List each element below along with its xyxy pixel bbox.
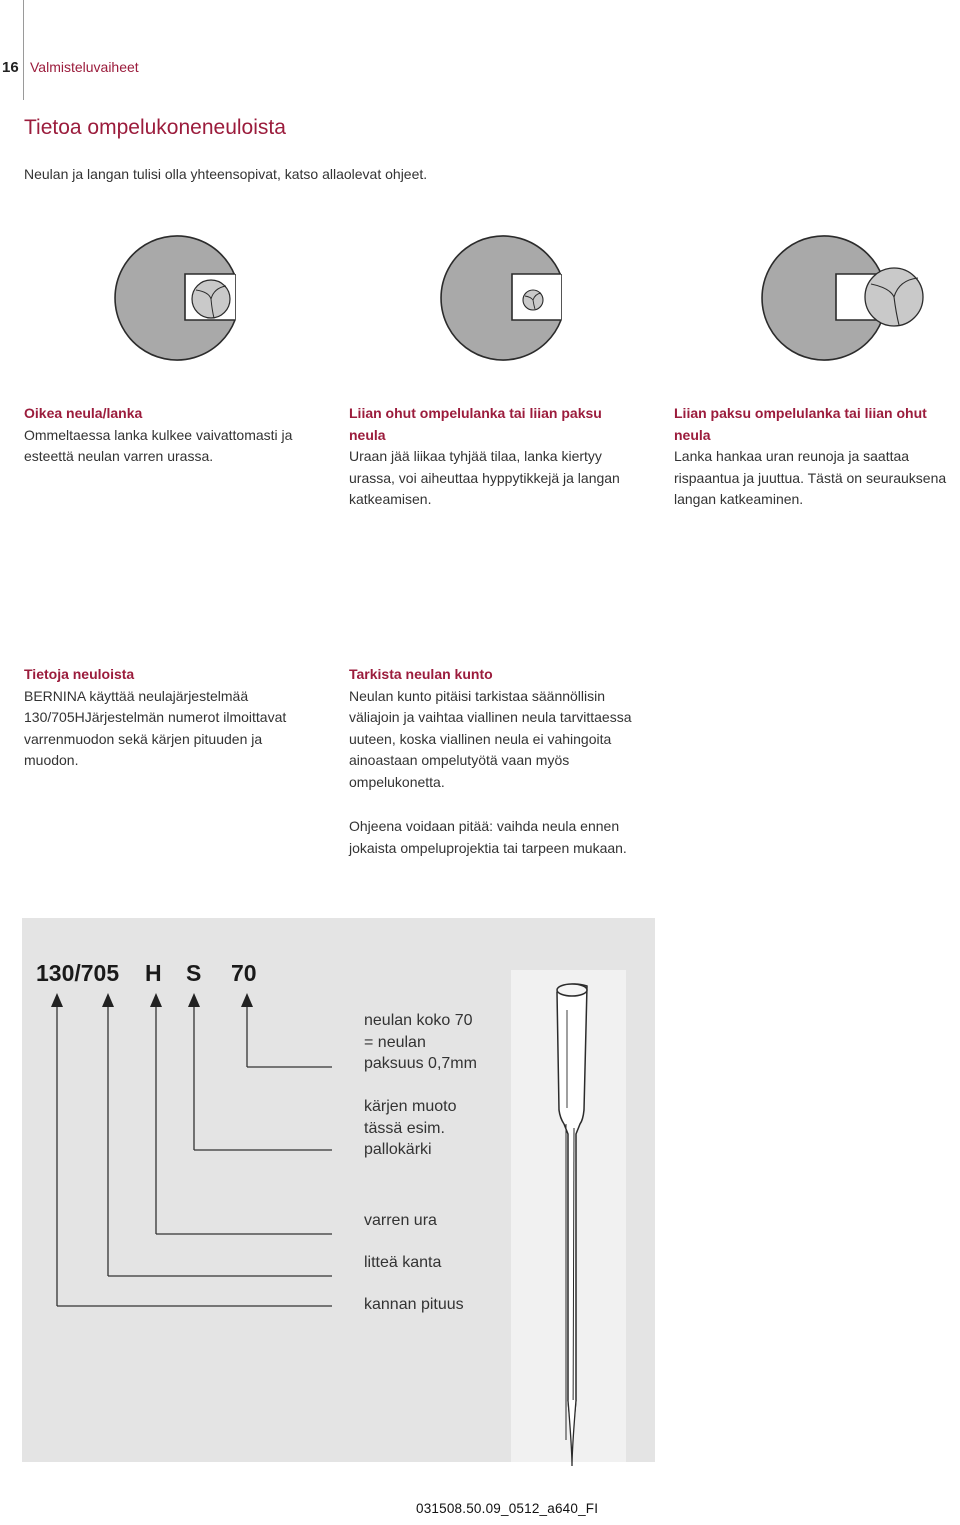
needle-info-text: Tietoja neuloista BERNINA käyttää neulajärjestelmää 130/705HJärjestelmän numerot ilmoittavat varrenmuodon sekä kärjen pituuden ja muodon. bbox=[24, 666, 287, 769]
legend-groove: varren ura bbox=[364, 1212, 437, 1229]
code-size: 70 bbox=[231, 960, 257, 986]
legend-size: neulan koko 70 = neulan paksuus 0,7mm bbox=[364, 1012, 477, 1073]
correct-thread-text: Oikea neula/lanka Ommeltaessa lanka kulkee vaivattomasti ja esteettä neulan varren urassa. bbox=[24, 403, 334, 468]
thick-thread-text: Liian paksu ompelulanka tai liian ohut neula Lanka hankaa uran reunoja ja saattaa rispaantua ja juuttua. Tästä on seurauksena langan katkeaminen. bbox=[674, 405, 947, 508]
section-title: Valmisteluvaiheet bbox=[30, 59, 139, 75]
legend-point: kärjen muoto tässä esim. pallokärki bbox=[364, 1098, 457, 1159]
legend-flat-shank: litteä kanta bbox=[364, 1254, 442, 1271]
code-system: 130/705 bbox=[36, 960, 120, 986]
code-flat-shank: H bbox=[145, 960, 162, 986]
legend-shank-length: kannan pituus bbox=[364, 1296, 464, 1313]
intro-text: Neulan ja langan tulisi olla yhteensopivat, katso allaolevat ohjeet. bbox=[24, 166, 428, 182]
thin-thread-text: Liian ohut ompelulanka tai liian paksu neula Uraan jää liikaa tyhjää tilaa, lanka kiertyy urassa, voi aiheuttaa hyppytikkejä ja langan katkeamisen. bbox=[349, 405, 620, 508]
needle-note-text: Ohjeena voidaan pitää: vaihda neula ennen jokaista ompeluprojektia tai tarpeen mukaan. bbox=[349, 818, 627, 856]
document-code: 031508.50.09_0512_a640_FI bbox=[416, 1501, 599, 1516]
needle-check-text: Tarkista neulan kunto Neulan kunto pitäisi tarkistaa säännöllisin väliajoin ja vaihtaa viallinen neula tarvittaessa uuteen, koska viallinen neula ei vahingoita ainoastaan ompelutyötä vaan myös ompelukonetta. bbox=[349, 666, 632, 790]
correct-thread-heading: Oikea neula/lanka bbox=[24, 405, 143, 421]
page-title: Tietoa ompelukoneneuloista bbox=[24, 116, 286, 139]
code-point: S bbox=[186, 960, 202, 986]
page-number: 16 bbox=[2, 59, 19, 76]
